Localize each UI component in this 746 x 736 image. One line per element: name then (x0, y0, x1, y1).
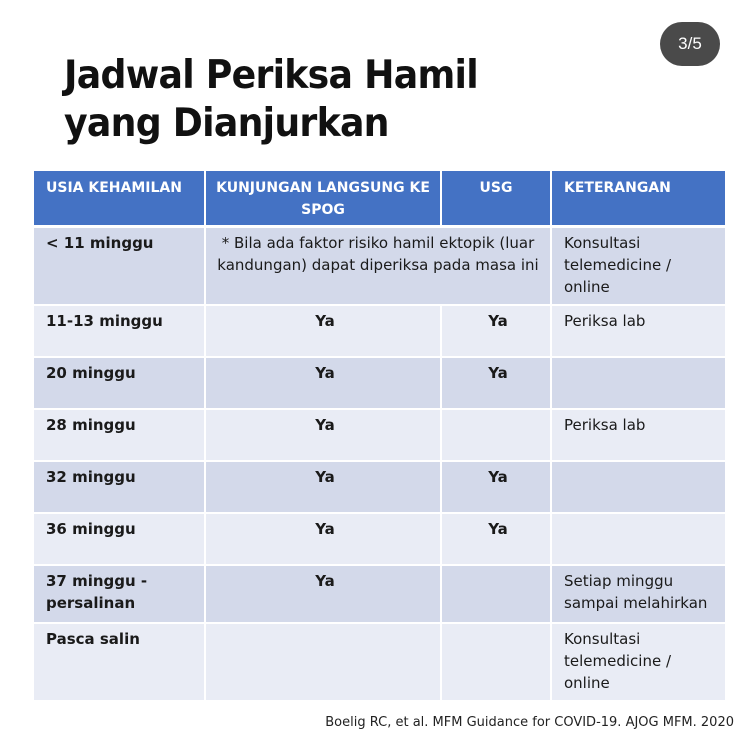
cell-usg (442, 624, 552, 702)
cell-notes: Setiap minggu sampai melahirkan (552, 566, 725, 624)
cell-notes: Periksa lab (552, 306, 725, 358)
source-citation: Boelig RC, et al. MFM Guidance for COVID-19. AJOG MFM. 2020 (325, 715, 734, 730)
table-row (34, 566, 725, 624)
cell-ectopic-note: * Bila ada faktor risiko hamil ektopik (luar kandungan) dapat diperiksa pada masa ini (206, 228, 552, 306)
cell-notes (552, 514, 725, 566)
cell-age: 11-13 minggu (34, 306, 206, 358)
cell-visit: Ya (206, 306, 442, 358)
cell-visit: Ya (206, 358, 442, 410)
table-row (34, 306, 725, 358)
cell-notes (552, 462, 725, 514)
cell-visit: Ya (206, 514, 442, 566)
table-header-row (34, 171, 725, 228)
cell-age: 37 minggu - persalinan (34, 566, 206, 624)
cell-age: 32 minggu (34, 462, 206, 514)
slide-title: Jadwal Periksa Hamil yang Dianjurkan (64, 53, 478, 146)
cell-notes: Konsultasi telemedicine / online (552, 624, 725, 702)
cell-notes (552, 358, 725, 410)
cell-usg (442, 566, 552, 624)
cell-age: < 11 minggu (34, 228, 206, 306)
cell-usg: Ya (442, 514, 552, 566)
cell-visit (206, 624, 442, 702)
cell-notes: Konsultasi telemedicine / online (552, 228, 725, 306)
table-row (34, 624, 725, 702)
table-row (34, 410, 725, 462)
table-row (34, 358, 725, 410)
page-indicator-badge: 3/5 (660, 22, 720, 66)
cell-usg: Ya (442, 462, 552, 514)
header-usg: USG (442, 171, 552, 228)
cell-age: 28 minggu (34, 410, 206, 462)
cell-visit: Ya (206, 462, 442, 514)
cell-usg: Ya (442, 306, 552, 358)
cell-notes: Periksa lab (552, 410, 725, 462)
cell-visit: Ya (206, 410, 442, 462)
table-row (34, 514, 725, 566)
schedule-table (34, 171, 725, 702)
cell-visit: Ya (206, 566, 442, 624)
cell-usg (442, 410, 552, 462)
header-age: USIA KEHAMILAN (34, 171, 206, 228)
table-row (34, 228, 725, 306)
cell-usg: Ya (442, 358, 552, 410)
cell-age: 36 minggu (34, 514, 206, 566)
table-row (34, 462, 725, 514)
cell-age: Pasca salin (34, 624, 206, 702)
header-visit: KUNJUNGAN LANGSUNG KE SPOG (206, 171, 442, 228)
header-notes: KETERANGAN (552, 171, 725, 228)
cell-age: 20 minggu (34, 358, 206, 410)
